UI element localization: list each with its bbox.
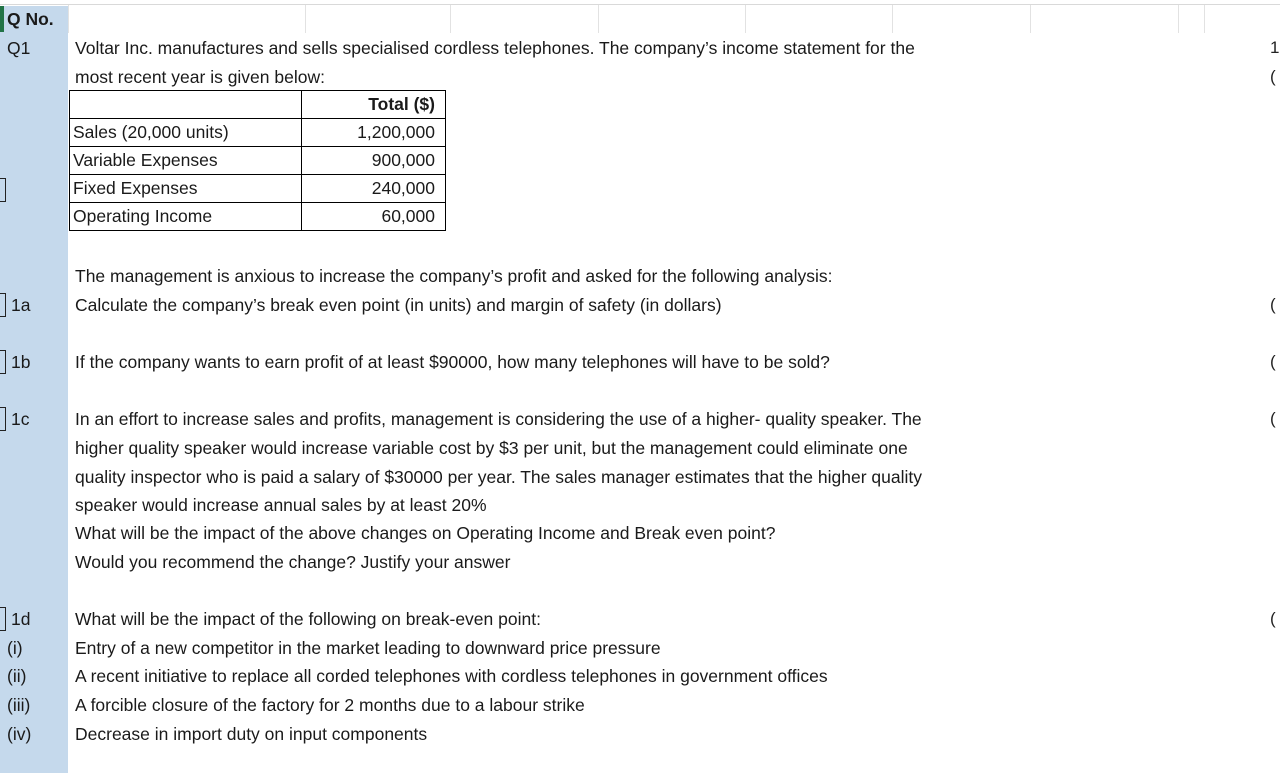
column-gridline bbox=[598, 5, 599, 33]
part-1c-line[interactable]: quality inspector who is paid a salary of $30000 per year. The sales manager estimates that the higher quality bbox=[75, 467, 922, 487]
sub-item-label[interactable]: (ii) bbox=[7, 666, 27, 686]
part-1c-line[interactable]: higher quality speaker would increase variable cost by $3 per unit, but the management could eliminate one bbox=[75, 438, 908, 458]
sub-item-label[interactable]: (i) bbox=[7, 638, 23, 658]
part-1c-label[interactable]: 1c bbox=[11, 409, 30, 429]
row-value-cell[interactable]: 240,000 bbox=[302, 175, 446, 203]
q-no-header-cell[interactable]: Q No. bbox=[7, 9, 54, 29]
row-value-cell[interactable]: 1,200,000 bbox=[302, 119, 446, 147]
management-note[interactable]: The management is anxious to increase the company’s profit and asked for the following analysis: bbox=[75, 266, 833, 286]
row-label-cell[interactable]: Operating Income bbox=[70, 203, 302, 231]
column-gridline bbox=[68, 5, 69, 33]
sub-item-text[interactable]: Entry of a new competitor in the market leading to downward price pressure bbox=[75, 638, 661, 658]
part-1c-line[interactable]: In an effort to increase sales and profits, management is considering the use of a higher- quality speaker. The bbox=[75, 409, 922, 429]
part-1b-text[interactable]: If the company wants to earn profit of at least $90000, how many telephones will have to be sold? bbox=[75, 352, 830, 372]
table-row bbox=[70, 119, 446, 147]
column-gridline bbox=[892, 5, 893, 33]
part-1c-line[interactable]: Would you recommend the change? Justify your answer bbox=[75, 552, 511, 572]
part-1d-label[interactable]: 1d bbox=[11, 609, 31, 629]
clipped-cell-text: ( bbox=[1270, 67, 1276, 86]
clipped-cell-text: ( bbox=[1270, 352, 1276, 371]
part-1b-label[interactable]: 1b bbox=[11, 352, 31, 372]
header-divider bbox=[0, 4, 1280, 5]
column-gridline bbox=[1204, 5, 1205, 33]
table-header-row bbox=[70, 91, 446, 119]
part-1c-line[interactable]: What will be the impact of the above changes on Operating Income and Break even point? bbox=[75, 523, 776, 543]
row-group-bracket bbox=[0, 178, 6, 202]
row-group-bracket bbox=[0, 407, 6, 431]
row-label-cell[interactable]: Fixed Expenses bbox=[70, 175, 302, 203]
sub-item-text[interactable]: Decrease in import duty on input components bbox=[75, 724, 428, 744]
income-statement-table bbox=[69, 90, 446, 231]
table-row bbox=[70, 203, 446, 231]
column-gridline bbox=[305, 5, 306, 33]
question-label-cell[interactable]: Q1 bbox=[7, 38, 31, 58]
clipped-cell-text: ( bbox=[1270, 409, 1276, 428]
table-cell[interactable] bbox=[70, 91, 302, 119]
column-gridline bbox=[450, 5, 451, 33]
sub-item-label[interactable]: (iv) bbox=[7, 724, 32, 744]
table-row bbox=[70, 175, 446, 203]
table-row bbox=[70, 147, 446, 175]
part-1d-text[interactable]: What will be the impact of the following on break-even point: bbox=[75, 609, 541, 629]
question-intro-line[interactable]: Voltar Inc. manufactures and sells specialised cordless telephones. The company’s income statement for the bbox=[75, 38, 915, 58]
row-value-cell[interactable]: 60,000 bbox=[302, 203, 446, 231]
question-intro-line[interactable]: most recent year is given below: bbox=[75, 67, 325, 87]
part-1a-label[interactable]: 1a bbox=[11, 295, 31, 315]
column-gridline bbox=[1178, 5, 1179, 33]
column-gridline bbox=[1030, 5, 1031, 33]
part-1a-text[interactable]: Calculate the company’s break even point (in units) and margin of safety (in dollars) bbox=[75, 295, 722, 315]
row-group-bracket bbox=[0, 293, 6, 317]
column-gridline bbox=[745, 5, 746, 33]
row-label-cell[interactable]: Sales (20,000 units) bbox=[70, 119, 302, 147]
sub-item-text[interactable]: A recent initiative to replace all corded telephones with cordless telephones in government offices bbox=[75, 666, 828, 686]
active-cell-indicator bbox=[0, 6, 4, 32]
clipped-cell-text: 1 bbox=[1270, 38, 1280, 57]
clipped-cell-text: ( bbox=[1270, 295, 1276, 314]
row-label-cell[interactable]: Variable Expenses bbox=[70, 147, 302, 175]
total-column-header[interactable]: Total ($) bbox=[302, 91, 446, 119]
sub-item-label[interactable]: (iii) bbox=[7, 695, 31, 715]
part-1c-line[interactable]: speaker would increase annual sales by at least 20% bbox=[75, 495, 487, 515]
row-group-bracket bbox=[0, 607, 6, 631]
sub-item-text[interactable]: A forcible closure of the factory for 2 months due to a labour strike bbox=[75, 695, 585, 715]
row-group-bracket bbox=[0, 350, 6, 374]
clipped-cell-text: ( bbox=[1270, 609, 1276, 628]
row-value-cell[interactable]: 900,000 bbox=[302, 147, 446, 175]
